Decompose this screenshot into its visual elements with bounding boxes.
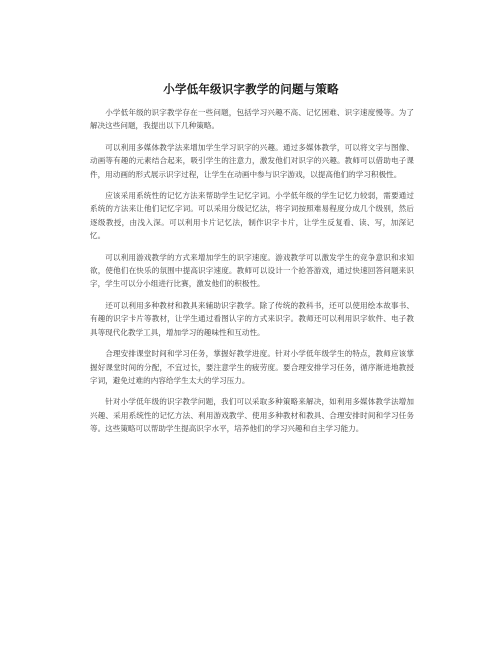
paragraph-games: 可以利用游戏教学的方式来增加学生的识字速度。游戏教学可以激发学生的竞争意识和求知欲，使他们在快乐的氛围中提高识字速度。教师可以设计一个抢答游戏，通过快速回答问题来识字，学生可以分小组进行比赛，激发他们的积极性。 <box>90 252 414 289</box>
paragraph-memory: 应该采用系统性的记忆方法来帮助学生记忆字词。小学低年级的学生记忆力较弱，需要通过系统的方法来让他们记忆字词。可以采用分级记忆法，将字词按照难易程度分成几个级别，然后逐级教授，由浅入深。可以利用卡片记忆法，制作识字卡片，让学生反复看、读、写，加深记忆。 <box>90 191 414 241</box>
document-body <box>90 106 414 444</box>
paragraph-conclusion: 针对小学低年级的识字教学问题，我们可以采取多种策略来解决，如利用多媒体教学法增加兴趣、采用系统性的记忆方法、利用游戏教学、使用多种教材和教具、合理安排时间和学习任务等。这些策略可以帮助学生提高识字水平，培养他们的学习兴趣和自主学习能力。 <box>90 397 414 434</box>
paragraph-intro: 小学低年级的识字教学存在一些问题，包括学习兴趣不高、记忆困难、识字速度慢等。为了解决这些问题，我提出以下几种策略。 <box>90 108 414 131</box>
paragraph-multimedia: 可以利用多媒体教学法来增加学生学习识字的兴趣。通过多媒体教学，可以将文字与图像、动画等有趣的元素结合起来，吸引学生的注意力，激发他们对识字的兴趣。教师可以借助电子课件，用动画的形式展示识字过程，让学生在动画中参与识字游戏，以提高他们的学习积极性。 <box>90 142 414 179</box>
paragraph-materials: 还可以利用多种教材和教具来辅助识字教学。除了传统的教科书，还可以使用绘本故事书、有趣的识字卡片等教材，让学生通过看图认字的方式来识字。教师还可以利用识字软件、电子教具等现代化教学工具，增加学习的趣味性和互动性。 <box>90 300 414 337</box>
paragraph-time: 合理安排课堂时间和学习任务，掌握好教学进度。针对小学低年级学生的特点，教师应该掌握好课堂时间的分配，不宜过长，要注意学生的疲劳度。要合理安排学习任务，循序渐进地教授字词，避免过难的内容给学生太大的学习压力。 <box>90 349 414 385</box>
document-title: 小学低年级识字教学的问题与策略 <box>163 82 339 96</box>
